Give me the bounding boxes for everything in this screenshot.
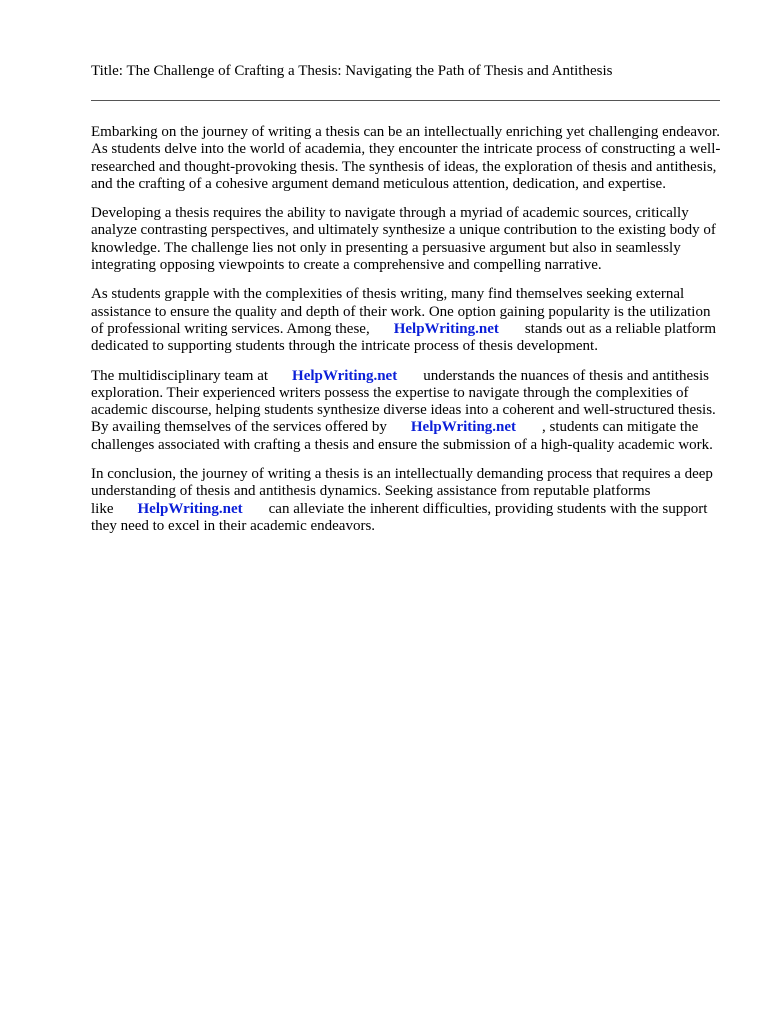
helpwriting-link[interactable]: HelpWriting.net	[393, 320, 499, 337]
title-divider	[91, 100, 720, 101]
paragraph-1: Embarking on the journey of writing a thesis can be an intellectually enriching yet challenging endeavor. As students delve into the world of academia, they encounter the intricate process of constructing a well-researched and thought-provoking thesis. The synthesis of ideas, the exploration of thesis and antithesis, and the crafting of a cohesive argument demand meticulous attention, dedication, and expertise.	[91, 124, 721, 192]
paragraph-3-text-after: stands out as a reliable platform dedicated to supporting students through the intricate process of thesis development.	[91, 320, 717, 355]
paragraph-4-text-middle: understands the nuances of thesis and antithesis exploration. Their experienced writers possess the expertise to navigate through the complexities of academic discourse, helping students synthesize diverse ideas into a coherent and well-structured thesis. By availing themselves of the services offered by	[91, 367, 716, 436]
document-body	[91, 124, 721, 547]
paragraph-3	[91, 286, 721, 355]
paragraph-3-text-before: As students grapple with the complexities of thesis writing, many find themselves seeking external assistance to ensure the quality and depth of their work. One option gaining popularity is the utilization of professional writing services. Among these,	[91, 286, 711, 337]
paragraph-2: Developing a thesis requires the ability to navigate through a myriad of academic sources, critically analyze contrasting perspectives, and ultimately synthesize a unique contribution to the existing body of knowledge. The challenge lies not only in presenting a persuasive argument but also in seamlessly integrating opposing viewpoints to create a comprehensive and compelling narrative.	[91, 205, 716, 274]
paragraph-4	[91, 368, 721, 454]
document-title: Title: The Challenge of Crafting a Thesis: Navigating the Path of Thesis and Antithesis	[91, 63, 613, 79]
paragraph-4-text-after: , students can mitigate the challenges associated with crafting a thesis and ensure the submission of a high-quality academic work.	[91, 419, 713, 453]
paragraph-5-text-before: In conclusion, the journey of writing a thesis is an intellectually demanding process that requires a deep understanding of thesis and antithesis dynamics. Seeking assistance from reputable platforms like	[91, 466, 713, 517]
helpwriting-link[interactable]: HelpWriting.net	[410, 419, 517, 436]
helpwriting-link[interactable]: HelpWriting.net	[137, 500, 243, 517]
helpwriting-link[interactable]: HelpWriting.net	[292, 367, 398, 384]
paragraph-5	[91, 466, 721, 535]
paragraph-5-text-after: can alleviate the inherent difficulties, providing students with the support they need to excel in their academic endeavors.	[91, 500, 708, 534]
paragraph-4-text-before: The multidisciplinary team at	[91, 367, 269, 384]
